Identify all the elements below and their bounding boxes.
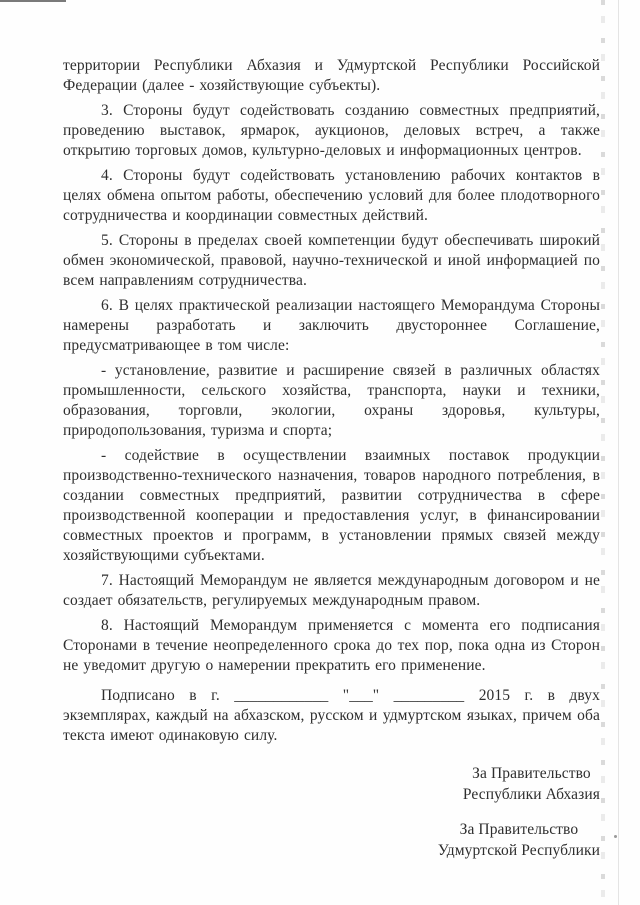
document-body (63, 56, 600, 861)
paragraph-item-6-subitem-1: - установление, развитие и расширение связей в различных областях промышленности, сельского хозяйства, транспорта, науки и техники, образования, торговли, экологии, охраны здоровья, культуры, природопользования, туризма и спорта; (63, 362, 600, 439)
paragraph-item-3: 3. Стороны будут содействовать созданию совместных предприятий, проведению выставок, ярмарок, аукционов, деловых встреч, а также открытию торговых домов, культурно-деловых и информационных центров. (63, 102, 600, 159)
paragraph-continuation: территории Республики Абхазия и Удмуртской Республики Российской Федерации (далее - хозяйствующие субъекты). (63, 57, 600, 94)
signature-line: За Правительство (472, 765, 591, 782)
paragraph-item-6: 6. В целях практической реализации настоящего Меморандума Стороны намерены разработать и заключить двустороннее Соглашение, предусматривающее в том числе: (63, 297, 600, 354)
paragraph-item-5: 5. Стороны в пределах своей компетенции будут обеспечивать широкий обмен экономической, правовой, научно-технической и иной информацией по всем направлениям сотрудничества. (63, 232, 600, 289)
paragraph-item-4: 4. Стороны будут содействовать установлению рабочих контактов в целях обмена опытом работы, обеспечению условий для более плодотворного сотрудничества и координации совместных действий. (63, 167, 600, 224)
paragraph-item-6-subitem-2: - содействие в осуществлении взаимных поставок продукции производственно-технического назначения, товаров народного потребления, в создании совместных предприятий, развитии сотрудничества в сфере производственной кооперации и предоставления услуг, в финансировании совместных проектов и программ, в установлении прямых связей между хозяйствующими субъектами. (63, 447, 600, 564)
scan-artifact-right-edge-speckle (601, 0, 605, 905)
scan-artifact-dot (614, 835, 617, 838)
scan-artifact-right-fold-line (618, 0, 619, 905)
signature-line: За Правительство (459, 821, 579, 838)
paragraph-item-8: 8. Настоящий Меморандум применяется с момента его подписания Сторонами в течение неопределенного срока до тех пор, пока одна из Сторон не уведомит другую о намерении прекратить его применение. (63, 617, 600, 674)
paragraph-signing-clause: Подписано в г. ____________ "___" _________ 2015 г. в двух экземплярах, каждый на абхазском, русском и удмуртском языках, причем оба текста имеют одинаковую силу. (63, 687, 600, 744)
signature-block-abkhazia (463, 764, 600, 805)
signature-area (63, 758, 600, 861)
paragraph-item-7: 7. Настоящий Меморандум не является международным договором и не создает обязательств, регулируемых международным правом. (63, 572, 600, 609)
signature-line: Республики Абхазия (462, 785, 600, 803)
scan-artifact-top-edge (0, 0, 66, 2)
signature-block-udmurtia (438, 820, 600, 861)
signature-line: Удмуртской Республики (437, 841, 600, 859)
